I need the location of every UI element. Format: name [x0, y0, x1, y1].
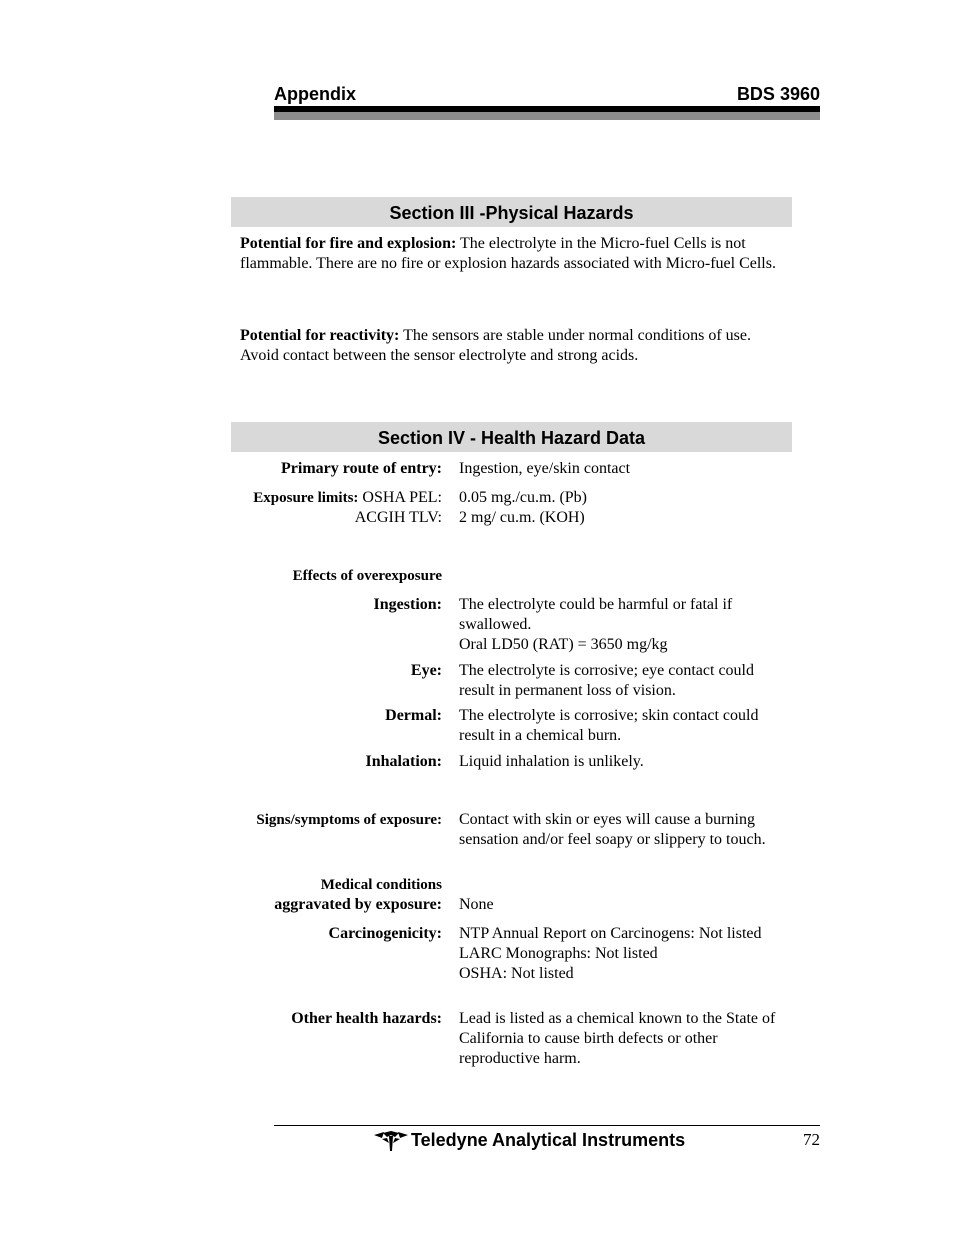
other-hazards-label: Other health hazards: — [291, 1010, 442, 1027]
carcino-ntp: NTP Annual Report on Carcinogens: Not listed — [459, 925, 762, 942]
inhalation-value: Liquid inhalation is unlikely. — [459, 753, 644, 770]
other-hazards-value: Lead is listed as a chemical known to the State of California to cause birth defects or other reproductive harm. — [459, 1010, 776, 1067]
reactivity-paragraph — [240, 326, 780, 366]
exposure-limits-heading: Exposure limits: — [253, 490, 359, 506]
footer-rule — [274, 1125, 820, 1126]
osha-label: OSHA PEL: — [358, 489, 442, 506]
osha-value: 0.05 mg./cu.m. (Pb) — [459, 489, 587, 506]
dermal-value: The electrolyte is corrosive; skin contact could result in a chemical burn. — [459, 707, 759, 744]
fire-explosion-label: Potential for fire and explosion: — [240, 235, 457, 252]
reactivity-text: The sensors are stable under normal conditions of use. Avoid contact between the sensor electrolyte and strong acids. — [240, 327, 751, 364]
carcinogenicity-value — [459, 924, 781, 984]
signs-value: Contact with skin or eyes will cause a burning sensation and/or feel soapy or slippery to touch. — [459, 811, 766, 848]
header-appendix: Appendix — [274, 84, 357, 104]
footer-company: Teledyne Analytical Instruments — [411, 1130, 686, 1150]
carcino-osha: OSHA: Not listed — [459, 965, 574, 982]
eye-label: Eye: — [410, 662, 442, 679]
reactivity-label: Potential for reactivity: — [240, 327, 400, 344]
carcinogenicity-label: Carcinogenicity: — [328, 925, 442, 942]
ingestion-ld50: Oral LD50 (RAT) = 3650 mg/kg — [459, 636, 668, 653]
fire-explosion-text: The electrolyte in the Micro-fuel Cells is not flammable. There are no fire or explosion hazards associated with Micro-fuel Cells. — [240, 235, 776, 272]
page-number: 72 — [803, 1130, 820, 1149]
exposure-limits-label — [253, 488, 442, 508]
medical-label-line1: Medical conditions — [320, 877, 442, 893]
section3-title: Section III -Physical Hazards — [231, 197, 792, 227]
signs-label: Signs/symptoms of exposure: — [256, 812, 442, 828]
fire-explosion-paragraph — [240, 234, 780, 274]
ingestion-value — [459, 595, 781, 655]
medical-label-line2: aggravated by exposure: — [274, 896, 442, 913]
header-doc-id: BDS 3960 — [736, 84, 820, 104]
ingestion-label: Ingestion: — [373, 596, 442, 613]
header-rule-shadow — [274, 112, 820, 120]
effects-heading: Effects of overexposure — [292, 568, 442, 584]
dermal-label: Dermal: — [385, 707, 442, 724]
route-value: Ingestion, eye/skin contact — [459, 460, 631, 477]
ingestion-text: The electrolyte could be harmful or fatal if swallowed. — [459, 596, 733, 633]
teledyne-logo-icon — [374, 1131, 408, 1151]
acgih-value: 2 mg/ cu.m. (KOH) — [459, 509, 585, 526]
route-label: Primary route of entry: — [281, 460, 442, 477]
medical-value: None — [459, 896, 494, 913]
acgih-label: ACGIH TLV: — [354, 509, 442, 526]
carcino-larc: LARC Monographs: Not listed — [459, 945, 658, 962]
inhalation-label: Inhalation: — [365, 753, 442, 770]
eye-value: The electrolyte is corrosive; eye contact could result in permanent loss of vision. — [459, 662, 754, 699]
section4-title: Section IV - Health Hazard Data — [231, 422, 792, 452]
